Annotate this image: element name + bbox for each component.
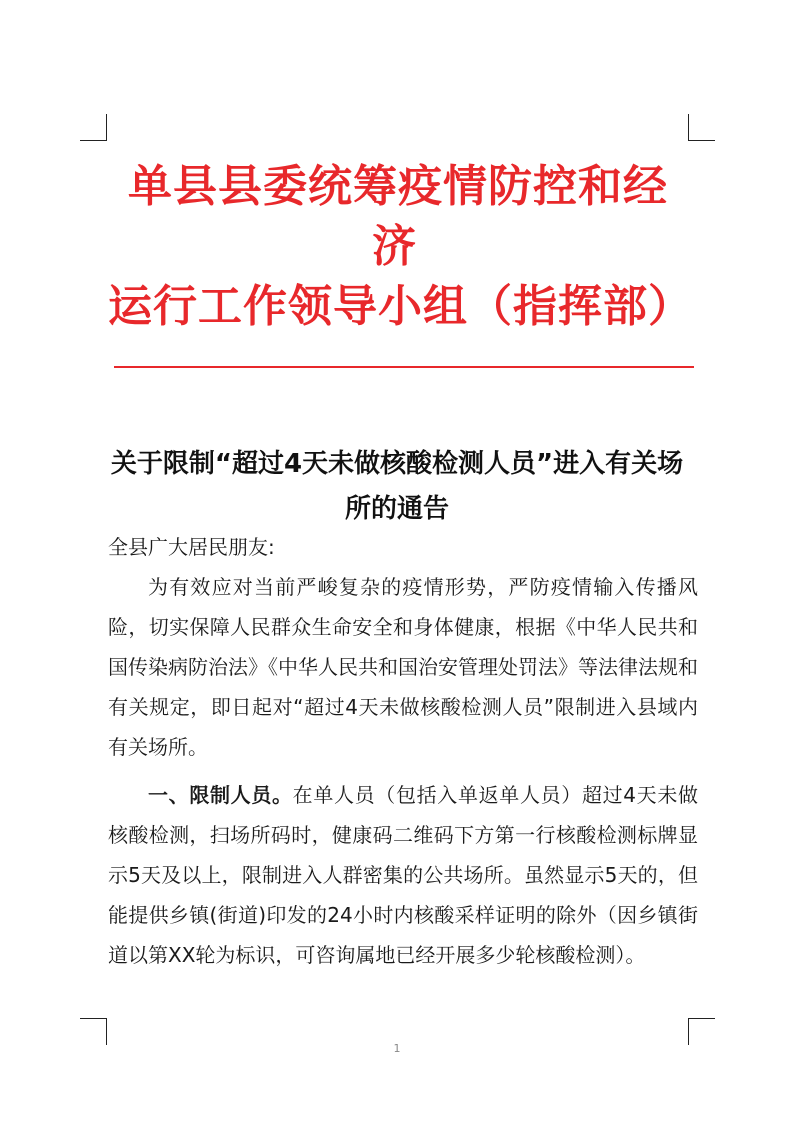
salutation: 全县广大居民朋友: <box>108 535 275 559</box>
red-header-rule <box>114 366 694 368</box>
intro-paragraph: 为有效应对当前严峻复杂的疫情形势，严防疫情输入传播风险，切实保障人民群众生命安全和身体健康，根据《中华人民共和国传染病防治法》《中华人民共和国治安管理处罚法》等法律法规和有关规定，即日起对“超过4天未做核酸检测人员”限制进入县域内有关场所。 <box>108 575 698 759</box>
section1-text: 在单人员（包括入单返单人员）超过4天未做核酸检测，扫场所码时，健康码二维码下方第一行核酸检测标牌显示5天及以上，限制进入人群密集的公共场所。虽然显示5天的，但能提供乡镇(街道)印发的24小时内核酸采样证明的除外（因乡镇街道以第XX轮为标识，可咨询属地已经开展多少轮核酸检测）。 <box>108 783 698 967</box>
section1-paragraph <box>108 775 698 975</box>
red-header-title-line1: 单县县委统筹疫情防控和经 <box>128 161 668 212</box>
section1-heading: 一、限制人员。 <box>148 783 293 807</box>
crop-mark-top-left <box>80 114 107 141</box>
crop-mark-top-right <box>688 114 715 141</box>
red-header-title-line2: 济 <box>372 221 417 272</box>
crop-mark-bottom-right <box>688 1018 715 1045</box>
red-header-title-line3: 运行工作领导小组（指挥部） <box>108 281 693 332</box>
crop-mark-bottom-left <box>80 1018 107 1045</box>
page-number: 1 <box>393 1042 401 1055</box>
notice-title: 关于限制“超过4天未做核酸检测人员”进入有关场所的通告 <box>110 449 684 524</box>
notice-body <box>108 527 698 975</box>
